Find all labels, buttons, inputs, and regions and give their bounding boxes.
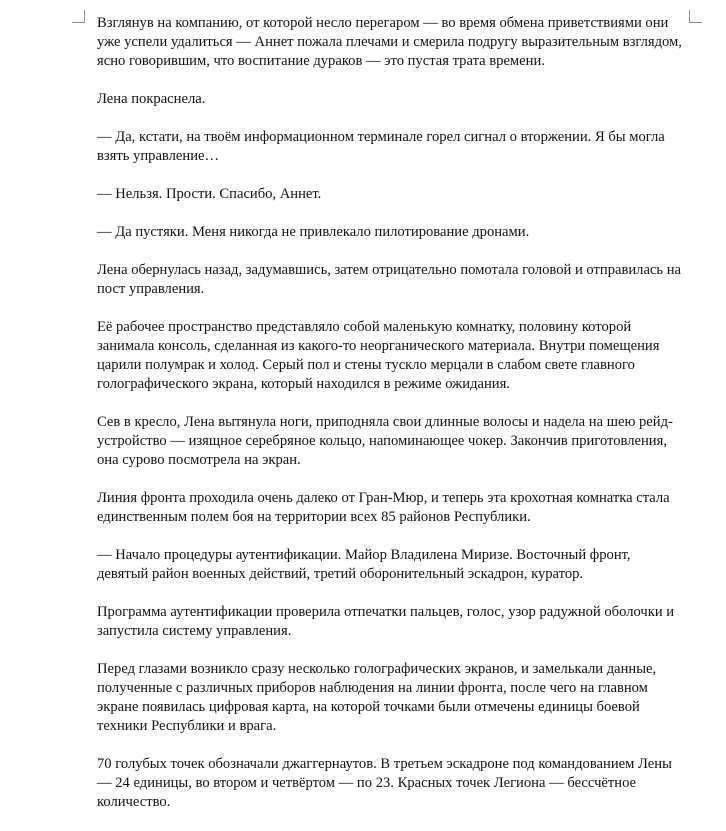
- paragraph: Линия фронта проходила очень далеко от Гран-Мюр, и теперь эта крохотная комнатка стала единственным полем боя на территории всех 85 районов Республики.: [97, 490, 670, 525]
- paragraph: Перед глазами возникло сразу несколько голографических экранов, и замелькали данные, полученные с различных приборов наблюдения на линии фронта, после чего на главном экране появилась цифровая карта, на которой точками были отмечены единицы боевой техники Республики и врага.: [97, 661, 657, 734]
- paragraph: Лена покраснела.: [97, 91, 206, 107]
- paragraph: 70 голубых точек обозначали джаггернаутов. В третьем эскадроне под командованием Лены — 24 единицы, во втором и четвёртом — по 23. Красных точек Легиона — бессчётное количество.: [97, 756, 672, 810]
- paragraph: — Да пустяки. Меня никогда не привлекало пилотирование дронами.: [97, 224, 530, 240]
- paragraph: Взглянув на компанию, от которой несло перегаром — во время обмена приветствиями они уже успели удалиться — Аннет пожала плечами и смерила подругу выразительным взглядом, ясно говорившим, что воспитание дураков — это пустая трата времени.: [97, 15, 682, 69]
- paragraph: Программа аутентификации проверила отпечатки пальцев, голос, узор радужной оболочки и запустила систему управления.: [97, 604, 675, 639]
- paragraph: — Да, кстати, на твоём информационном терминале горел сигнал о вторжении. Я бы могла взять управление…: [97, 129, 665, 164]
- paragraph: Лена обернулась назад, задумавшись, затем отрицательно помотала головой и отправилась на пост управления.: [97, 262, 681, 297]
- paragraph: — Нельзя. Прости. Спасибо, Аннет.: [97, 186, 322, 202]
- paragraph: Сев в кресло, Лена вытянула ноги, приподняла свои длинные волосы и надела на шею рейд- устройство — изящное серебряное кольцо, напоминающее чокер. Закончив приготовления, она сурово посмотрела на экран.: [97, 414, 673, 468]
- left-margin-crop-mark: [72, 10, 85, 23]
- document-text-body[interactable]: [97, 14, 697, 831]
- paragraph: Её рабочее пространство представляло собой маленькую комнатку, половину которой занимала консоль, сделанная из какого-то неорганического материала. Внутри помещения царили полумрак и холод. Серый пол и стены тускло мерцали в слабом свете главного голографического экрана, который находился в режиме ожидания.: [97, 319, 660, 392]
- paragraph: — Начало процедуры аутентификации. Майор Владилена Миризе. Восточный фронт, девятый район военных действий, третий оборонительный эскадрон, куратор.: [97, 547, 631, 582]
